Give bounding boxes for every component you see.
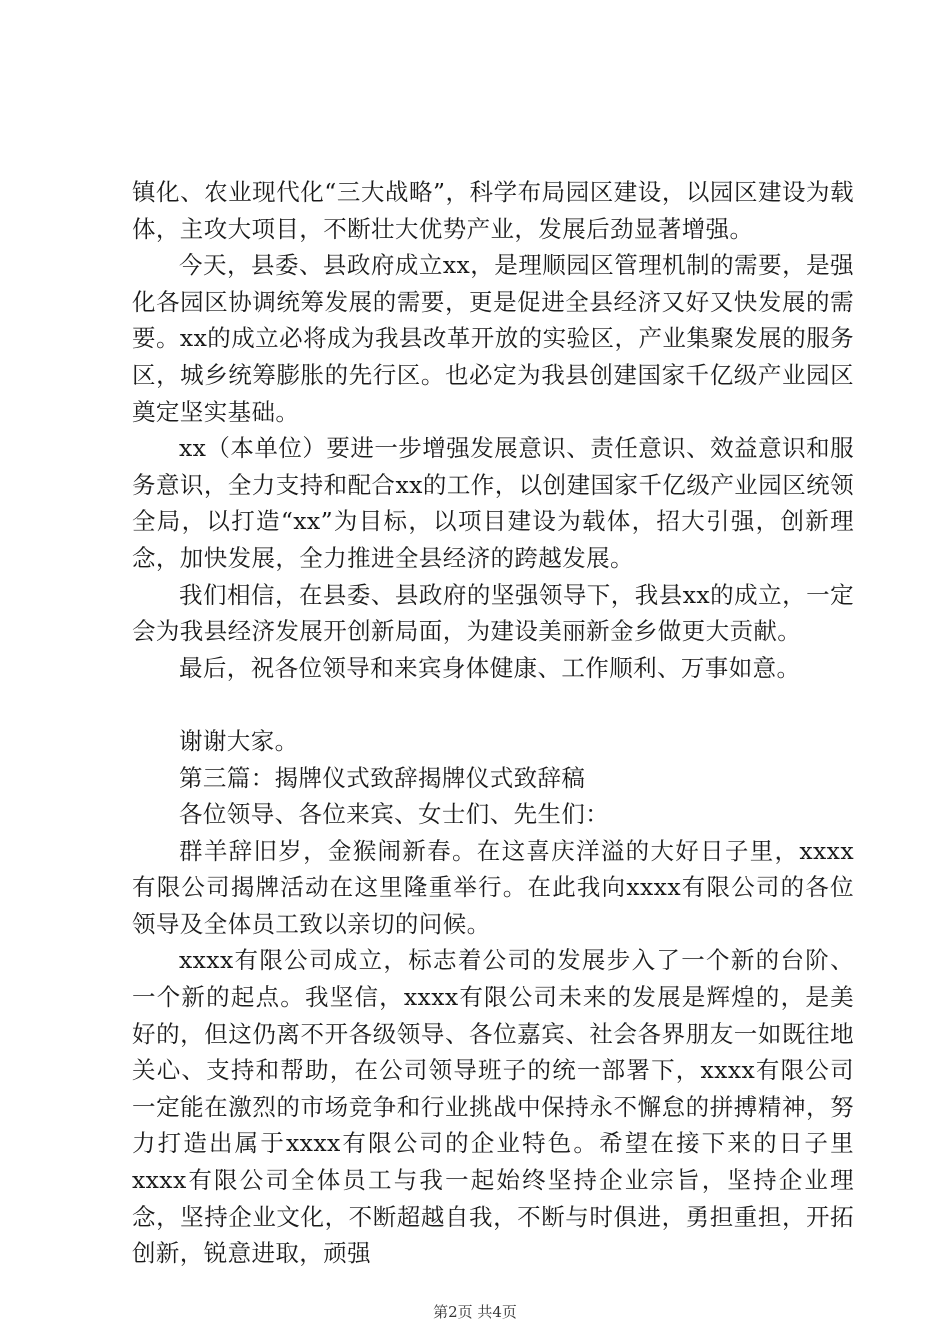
paragraph: 谢谢大家。 [179,726,299,755]
salutation: 各位领导、各位来宾、女士们、先生们： [179,800,610,829]
paragraph: 我们相信，在县委、县政府的坚强领导下，我县xx的成立，一定会为我县经济发展开创新局面，为建设美丽新金乡做更大贡献。 [132,580,854,646]
page-number-footer: 第2页 共4页 [433,1303,517,1321]
paragraph: xxxx有限公司成立，标志着公司的发展步入了一个新的台阶、一个新的起点。我坚信，xxxx有限公司未来的发展是辉煌的，是美好的，但这仍离不开各级领导、各位嘉宾、社会各界朋友一如既往地关心、支持和帮助，在公司领导班子的统一部署下，xxxx有限公司一定能在激烈的市场竞争和行业挑战中保持永不懈怠的拼搏精神，努力打造出属于xxxx有限公司的企业特色。希望在接下来的日子里xxxx有限公司全体员工与我一起始终坚持企业宗旨，坚持企业理念，坚持企业文化，不断超越自我，不断与时俱进，勇担重担，开拓创新，锐意进取，顽强 [132,946,854,1268]
paragraph: 今天，县委、县政府成立xx，是理顺园区管理机制的需要，是强化各园区协调统筹发展的需要，更是促进全县经济又好又快发展的需要。xx的成立必将成为我县改革开放的实验区，产业集聚发展的服务区，城乡统筹膨胀的先行区。也必定为我县创建国家千亿级产业园区奠定坚实基础。 [132,251,854,426]
document-body [132,174,854,1272]
paragraph: 最后，祝各位领导和来宾身体健康、工作顺利、万事如意。 [179,653,801,682]
section-heading: 第三篇：揭牌仪式致辞揭牌仪式致辞稿 [179,763,586,792]
paragraph: 镇化、农业现代化“三大战略”，科学布局园区建设，以园区建设为载体，主攻大项目，不断壮大优势产业，发展后劲显著增强。 [132,178,854,243]
blank-line [132,686,854,723]
paragraph: 群羊辞旧岁，金猴闹新春。在这喜庆洋溢的大好日子里，xxxx有限公司揭牌活动在这里隆重举行。在此我向xxxx有限公司的各位领导及全体员工致以亲切的问候。 [132,836,854,938]
paragraph: xx（本单位）要进一步增强发展意识、责任意识、效益意识和服务意识，全力支持和配合xx的工作，以创建国家千亿级产业园区统领全局，以打造“xx”为目标，以项目建设为载体，招大引强，创新理念，加快发展，全力推进全县经济的跨越发展。 [132,434,854,572]
